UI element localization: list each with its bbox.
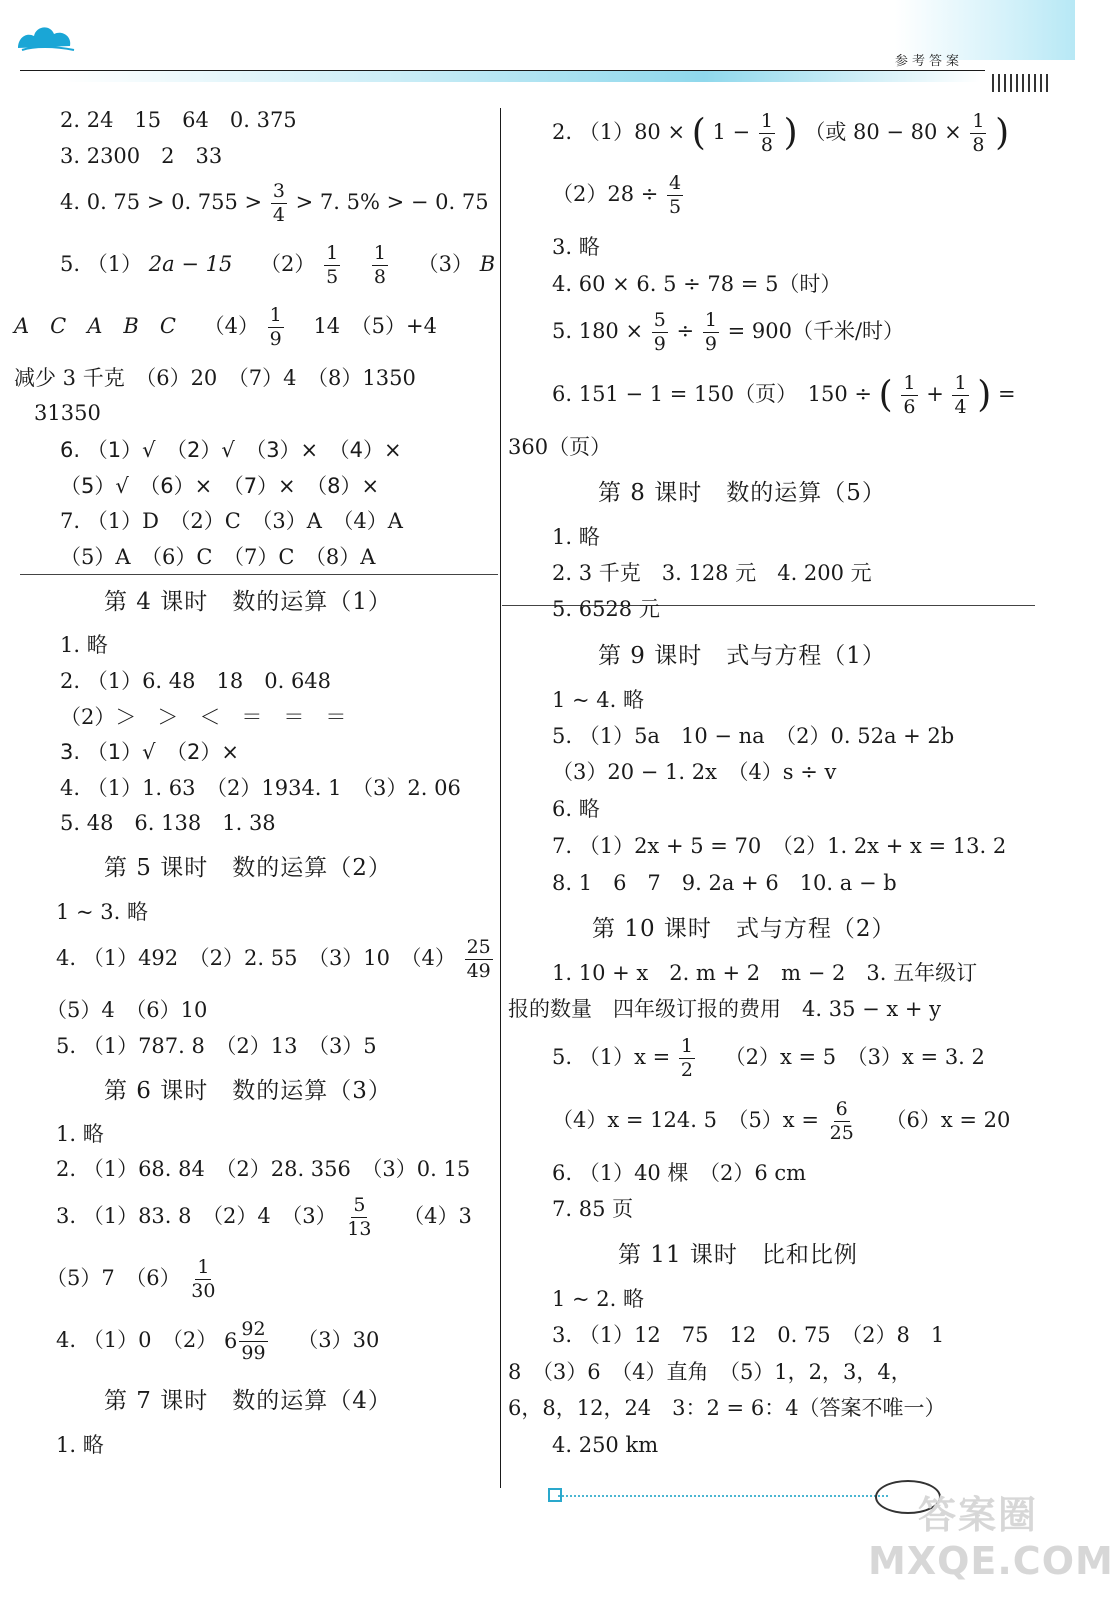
answer-line: [56, 1196, 472, 1239]
expression: 2a − 15: [148, 252, 233, 276]
fraction: [271, 182, 287, 225]
section-heading: 第 5 课时 数的运算（2）: [104, 855, 392, 881]
answer-line: 1. 10 + x 2. m + 2 m − 2 3. 五年级订: [552, 961, 978, 985]
text: 5. （1）: [60, 252, 143, 276]
section-heading: 第 10 课时 式与方程（2）: [592, 916, 896, 942]
denominator: 8: [760, 134, 773, 156]
text: > 7. 5% > − 0. 75: [295, 190, 489, 214]
text: 4. 0. 75 > 0. 755 >: [60, 190, 263, 214]
fraction: [759, 112, 775, 155]
numerator: 3: [272, 180, 285, 202]
text: （5）7 （6）: [46, 1266, 181, 1290]
numerator: 1: [760, 110, 773, 132]
answer-line: 6，8，12，24 3：2 = 6：4（答案不唯一）: [508, 1396, 946, 1420]
fraction: [189, 1258, 217, 1301]
numerator: 1: [269, 304, 282, 326]
fraction: [652, 311, 668, 354]
answer-line: 3. 2300 2 33: [60, 144, 223, 168]
numerator: 92: [241, 1318, 266, 1340]
answer-line: 5. （1）787. 8 （2）13 （3）5: [56, 1034, 377, 1058]
section-divider-left: [20, 574, 498, 575]
denominator: 9: [653, 333, 666, 355]
numerator: 1: [373, 242, 386, 264]
answer-line: 7. 85 页: [552, 1197, 634, 1221]
answer-line: 2. 3 千克 3. 128 元 4. 200 元: [552, 561, 872, 585]
watermark-text: 答案圈: [918, 1493, 1039, 1537]
text: 14 （5）+4: [313, 314, 437, 338]
answer-line: 5. （1）5a 10 − na （2）0. 52a + 2b: [552, 724, 955, 748]
fraction: [970, 112, 986, 155]
answer-line: 2. （1）68. 84 （2）28. 356 （3）0. 15: [56, 1157, 471, 1181]
paren-close: ): [783, 112, 798, 154]
answer-line: 31350: [34, 401, 101, 425]
text: （4）3: [403, 1204, 472, 1228]
section-heading: 第 4 课时 数的运算（1）: [104, 589, 392, 615]
numerator: 4: [669, 172, 682, 194]
section-heading: 第 7 课时 数的运算（4）: [104, 1388, 392, 1414]
page-header: [0, 0, 1075, 100]
denominator: 5: [669, 196, 682, 218]
section-heading: 第 11 课时 比和比例: [618, 1242, 858, 1268]
text: 1 −: [712, 120, 751, 144]
text: 3. （1）83. 8 （2）4 （3）: [56, 1204, 337, 1228]
answer-line: 3. （1）12 75 12 0. 75 （2）8 1: [552, 1323, 945, 1347]
denominator: 4: [272, 204, 285, 226]
answer-line: [552, 1037, 985, 1080]
mixed-number: [224, 1320, 270, 1363]
text: B: [479, 252, 496, 276]
answer-line: 6. （1）40 棵 （2）6 cm: [552, 1161, 807, 1185]
header-band: [60, 70, 980, 82]
numerator: 5: [653, 309, 666, 331]
answer-line: 3. （1）√ （2）×: [60, 740, 239, 764]
whole-part: 6: [223, 1329, 238, 1353]
numerator: 25: [466, 936, 491, 958]
fraction: [345, 1196, 373, 1239]
denominator: 9: [704, 333, 717, 355]
text: （2）x = 5 （3）x = 3. 2: [724, 1045, 985, 1069]
answer-line: 360（页）: [508, 435, 612, 459]
fraction: [667, 174, 683, 217]
fraction: [324, 244, 340, 287]
text: （3）: [417, 252, 474, 276]
fraction: [239, 1320, 267, 1363]
text: 6. 151 − 1 = 150（页） 150 ÷: [552, 382, 872, 406]
cloud-logo-icon: [14, 16, 78, 56]
text: （4）: [203, 314, 259, 338]
denominator: 8: [373, 266, 386, 288]
answer-line: 8. 1 6 7 9. 2a + 6 10. a − b: [552, 871, 897, 895]
text: 2. （1）80 ×: [552, 120, 686, 144]
numerator: 5: [353, 1194, 366, 1216]
denominator: 9: [269, 328, 282, 350]
text: A C A B C: [14, 314, 176, 338]
header-rule: [20, 70, 985, 71]
numerator: 1: [903, 372, 916, 394]
answer-line: 5. 48 6. 138 1. 38: [60, 811, 276, 835]
answer-line: 1 ~ 3. 略: [56, 900, 149, 924]
answer-line: 7. （1）2x + 5 = 70 （2）1. 2x + x = 13. 2: [552, 834, 1007, 858]
paren-close: ): [977, 374, 992, 416]
section-heading: 第 8 课时 数的运算（5）: [598, 480, 886, 506]
column-divider: [500, 108, 501, 1488]
answer-line: 3. 略: [552, 235, 600, 259]
numerator: 1: [680, 1035, 693, 1057]
fraction: [372, 244, 388, 287]
answer-line: 1 ~ 4. 略: [552, 688, 645, 712]
text: 4. （1）0 （2）: [56, 1328, 218, 1352]
fraction: [465, 938, 493, 981]
text: （2）: [260, 252, 316, 276]
answer-line: 4. （1）1. 63 （2）1934. 1 （3）2. 06: [60, 776, 461, 800]
answer-line: （2）＞ ＞ ＜ ＝ ＝ ＝: [60, 705, 347, 729]
answer-line: 2. （1）6. 48 18 0. 648: [60, 669, 332, 693]
answer-line: 减少 3 千克 （6）20 （7）4 （8）1350: [14, 366, 416, 390]
text: （或 80 − 80 ×: [804, 120, 962, 144]
answer-line: [552, 1100, 1010, 1143]
paren-open: (: [878, 374, 893, 416]
numerator: 6: [835, 1098, 848, 1120]
text: 4. （1）492 （2）2. 55 （3）10 （4）: [56, 946, 456, 970]
text: （2）28 ÷: [552, 182, 659, 206]
text: ÷: [676, 319, 695, 343]
watermark-url: MXQE.COM: [868, 1539, 1114, 1583]
text: +: [926, 382, 944, 406]
numerator: 1: [326, 242, 339, 264]
answer-line: （3）20 − 1. 2x （4）s ÷ v: [552, 760, 837, 784]
fraction: [268, 306, 284, 349]
answer-line: （5）A （6）C （7）C （8）A: [60, 545, 376, 569]
text: （3）30: [297, 1328, 380, 1352]
fraction: [679, 1037, 695, 1080]
numerator: 1: [197, 1256, 210, 1278]
fraction: [952, 374, 968, 417]
answer-line: [46, 1258, 219, 1301]
answer-line: （5）4 （6）10: [46, 998, 208, 1022]
answer-line: 8 （3）6 （4）直角 （5）1，2，3，4，: [508, 1360, 912, 1384]
answer-line: 1 ~ 2. 略: [552, 1287, 645, 1311]
numerator: 1: [972, 110, 985, 132]
answer-line: 7. （1）D （2）C （3）A （4）A: [60, 509, 403, 533]
numerator: 1: [704, 309, 717, 331]
answer-line: 2. 24 15 64 0. 375: [60, 108, 297, 132]
text: （4）x = 124. 5 （5）x =: [552, 1108, 819, 1132]
text: = 900（千米/时）: [727, 319, 905, 343]
answer-line: [60, 244, 495, 287]
denominator: 49: [466, 960, 491, 982]
footer-dotted-rule: [558, 1495, 888, 1497]
barcode-icon: [992, 74, 1048, 92]
answer-line: [60, 182, 489, 225]
answer-line: [552, 311, 904, 354]
answer-line: 4. 250 km: [552, 1433, 659, 1457]
answer-line: [552, 174, 685, 217]
text: =: [998, 382, 1016, 406]
answer-line: 1. 略: [552, 525, 600, 549]
watermark: [868, 1484, 1114, 1584]
answer-line: 1. 略: [56, 1122, 104, 1146]
answer-line: [552, 374, 1016, 417]
numerator: 1: [954, 372, 967, 394]
denominator: 13: [347, 1218, 372, 1240]
text: （6）x = 20: [885, 1108, 1011, 1132]
section-heading: 第 6 课时 数的运算（3）: [104, 1078, 392, 1104]
answer-line: [552, 112, 1009, 155]
paren-close: ): [995, 112, 1010, 154]
answer-line: （5）√ （6）× （7）× （8）×: [60, 474, 380, 498]
denominator: 8: [972, 134, 985, 156]
fraction: [901, 374, 917, 417]
header-title: 参考答案: [895, 54, 964, 69]
fraction: [828, 1100, 856, 1143]
answer-line: 5. 6528 元: [552, 597, 660, 621]
answer-line: 报的数量 四年级订报的费用 4. 35 − x + y: [508, 997, 942, 1021]
denominator: 4: [954, 396, 967, 418]
text: 5. （1）x =: [552, 1045, 671, 1069]
answer-line: 6. 略: [552, 797, 600, 821]
section-heading: 第 9 课时 式与方程（1）: [598, 643, 886, 669]
denominator: 5: [326, 266, 339, 288]
denominator: 25: [829, 1122, 854, 1144]
answer-line: 1. 略: [60, 633, 108, 657]
answer-line: 4. 60 × 6. 5 ÷ 78 = 5（时）: [552, 272, 842, 296]
denominator: 30: [191, 1280, 216, 1302]
answer-line: 6. （1）√ （2）√ （3）× （4）×: [60, 438, 402, 462]
paren-open: (: [691, 112, 706, 154]
denominator: 99: [241, 1342, 266, 1364]
fraction: [703, 311, 719, 354]
answer-line: [56, 1320, 379, 1363]
denominator: 2: [680, 1059, 693, 1081]
answer-line: 1. 略: [56, 1433, 104, 1457]
answer-line: [56, 938, 495, 981]
denominator: 6: [903, 396, 916, 418]
text: 5. 180 ×: [552, 319, 644, 343]
answer-line: [14, 306, 437, 349]
